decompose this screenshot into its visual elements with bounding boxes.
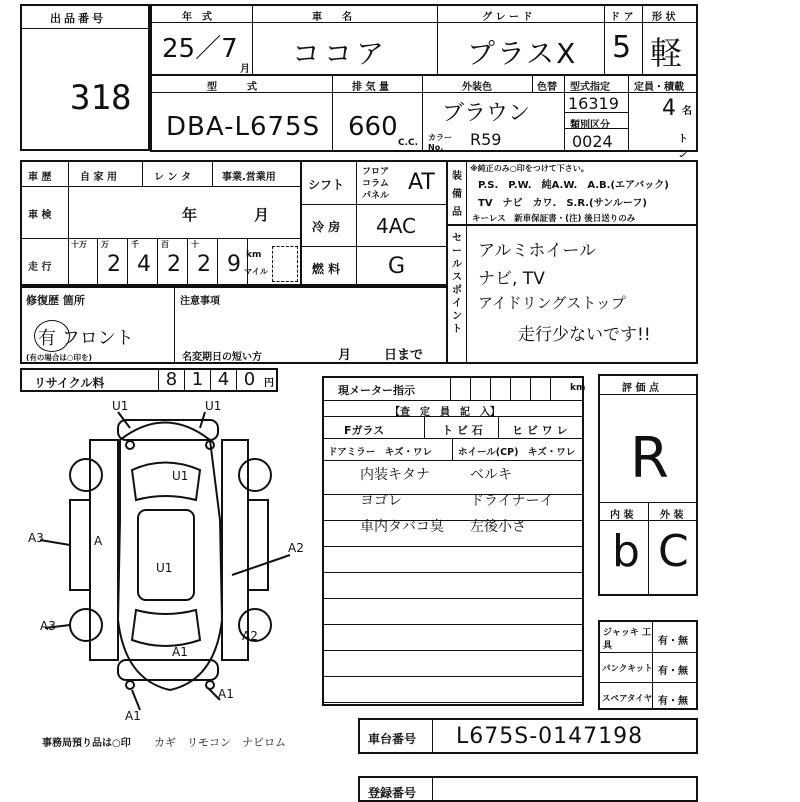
interior-grade: b xyxy=(612,526,640,577)
puncture-options: 有・無 xyxy=(658,666,688,677)
mark-u1-front-left: U1 xyxy=(112,399,129,413)
mileage-digit: 2 xyxy=(167,252,181,277)
class-label: 類別区分 xyxy=(570,120,610,131)
exterior-label: 外 装 xyxy=(660,510,684,521)
color-code: R59 xyxy=(470,130,502,149)
spec-value: 16319 xyxy=(568,94,619,113)
score-value: R xyxy=(630,426,669,491)
recycle-label: リサイクル料 xyxy=(34,376,105,390)
disp-value: 660 xyxy=(348,112,398,142)
storage-items: カギ リモコン ナビロム xyxy=(154,736,286,749)
km-unit: km xyxy=(246,250,262,260)
spare-options: 有・無 xyxy=(658,696,688,707)
mileage-digit-label: 千 xyxy=(131,240,139,249)
inspector-comment: 左後小さ xyxy=(470,519,526,535)
mark-a1-trunk: A1 xyxy=(172,645,188,659)
equipment-line3: キーレス 新車保証書・(注) 後日送りのみ xyxy=(472,214,636,224)
meter-digit-box xyxy=(490,378,510,400)
chassis-label: 車台番号 xyxy=(368,732,417,746)
ruled-line xyxy=(324,624,582,625)
inspector-comment: ヨゴレ xyxy=(360,493,402,509)
equipment-label: 装 備 品 xyxy=(452,171,462,218)
glass-label: Fガラス xyxy=(344,424,385,437)
recycle-unit: 円 xyxy=(264,378,274,389)
shape-value: 軽 xyxy=(650,34,683,72)
meter-digit-box xyxy=(550,378,570,400)
expiry-day: 日まで xyxy=(384,348,424,363)
mileage-digit: 4 xyxy=(137,252,151,277)
cap-value: 4 xyxy=(662,96,676,121)
mileage-digit-label: 百 xyxy=(161,240,169,249)
type-label: 型 式 xyxy=(207,82,257,93)
color-label: 外装色 xyxy=(462,82,492,93)
color-code-label: カラー No. xyxy=(428,133,452,152)
mileage-digit: 2 xyxy=(197,252,211,277)
sales-point-line: ナビ, TV xyxy=(478,269,545,289)
mileage-digit-label: 十 xyxy=(191,240,199,249)
storage-label: 事務局預り品は○印 xyxy=(42,738,131,749)
chassis-block xyxy=(358,718,698,754)
chassis-value: L675S-0147198 xyxy=(456,724,644,749)
notes-label: 注意事項 xyxy=(180,296,220,307)
spec-label: 型式指定 xyxy=(570,82,610,93)
shape-label: 形 状 xyxy=(652,12,676,23)
shift-value: AT xyxy=(408,170,435,195)
mark-a1-bumper: A1 xyxy=(125,709,141,723)
meter-digit-box xyxy=(470,378,490,400)
inspector-comment: ドライナーイ xyxy=(470,493,554,509)
mark-a1-corner: A1 xyxy=(218,687,234,701)
ruled-line xyxy=(324,702,582,703)
tools-block xyxy=(598,620,698,710)
cap-label: 定員・積載 xyxy=(634,82,684,93)
mark-a2-rear: A2 xyxy=(242,629,258,643)
glass-opt1: ト ビ 石 xyxy=(442,424,483,437)
registration-label: 登録番号 xyxy=(368,786,417,800)
ac-value: 4AC xyxy=(376,214,417,238)
lot-label: 出品番号 xyxy=(50,12,106,25)
year-label: 年 式 xyxy=(182,12,212,23)
inspector-comment: 内装キタナ xyxy=(360,467,430,483)
mirror-label: ドアミラー キズ・ワレ xyxy=(328,447,433,458)
equipment-note: ※純正のみ○印をつけて下さい。 xyxy=(470,164,589,173)
color-no-label: 色替 xyxy=(537,82,557,93)
mileage-digit-label: 万 xyxy=(101,240,109,249)
ruled-line xyxy=(324,650,582,651)
wheel-label: ホイール(CP) キズ・ワレ xyxy=(458,447,576,458)
repair-value: 有 フロント xyxy=(38,328,134,349)
usage-rental: レ ン タ xyxy=(154,172,191,183)
year-unit: 月 xyxy=(240,64,250,75)
equipment-line2: TV ナビ カワ. S.R.(サンルーフ) xyxy=(478,198,647,209)
mileage-digit: 2 xyxy=(107,252,121,277)
spare-label: スペアタイヤ xyxy=(602,694,653,704)
meter-digit-box xyxy=(530,378,550,400)
ruled-line xyxy=(324,676,582,677)
score-label: 評 価 点 xyxy=(622,383,659,394)
usage-business: 事業.営業用 xyxy=(222,172,276,183)
year-value: 25／7 xyxy=(162,34,238,64)
recycle-digit: 1 xyxy=(184,370,210,390)
registration-block xyxy=(358,776,698,802)
mark-a-door: A xyxy=(94,534,103,548)
inspector-comment: ベルキ xyxy=(470,467,512,483)
mileage-digit: 9 xyxy=(227,252,241,277)
sales-point-line: アイドリングストップ xyxy=(478,294,626,312)
ruled-line xyxy=(324,546,582,547)
disp-unit: C.C. xyxy=(398,138,419,148)
expiry-month: 月 xyxy=(338,348,352,363)
inspector-header: 【査 定 員 記 入】 xyxy=(390,407,500,418)
make-label: 車 名 xyxy=(312,12,352,23)
usage-private: 自 家 用 xyxy=(80,172,117,183)
ruled-line xyxy=(324,572,582,573)
lot-number: 318 xyxy=(70,78,132,118)
fuel-label: 燃 料 xyxy=(312,262,341,276)
grade-block xyxy=(598,374,698,596)
doors-value: 5 xyxy=(612,30,632,65)
cap-unit: 名 xyxy=(682,106,692,117)
sales-point-label: セールスポイント xyxy=(452,233,462,335)
usage-label: 車 歴 xyxy=(28,172,52,183)
jack-options: 有・無 xyxy=(658,636,688,647)
mark-a3-left: A3 xyxy=(28,531,44,545)
ton-unit: トン xyxy=(678,134,688,160)
recycle-digit: 8 xyxy=(158,370,184,390)
inspector-block xyxy=(322,376,584,706)
grade-value: プラスX xyxy=(467,37,578,70)
jack-label: ジャッキ 工 具 xyxy=(603,628,660,651)
expiry-label: 名変期日の短い方 xyxy=(182,352,262,363)
ac-label: 冷 房 xyxy=(312,220,341,234)
sales-point-line: アルミホイール xyxy=(478,241,596,261)
recycle-digit: 4 xyxy=(210,370,236,390)
shift-panel: パネル xyxy=(362,191,390,201)
inspection-year: 年 xyxy=(182,206,198,224)
mileage-label: 走 行 xyxy=(28,262,52,273)
interior-label: 内 装 xyxy=(610,510,634,521)
inspector-comment: 車内タバコ臭 xyxy=(360,519,444,535)
mark-a3-rear: A3 xyxy=(40,619,56,633)
shift-label: シフト xyxy=(308,178,345,192)
exterior-grade: C xyxy=(658,526,689,577)
type-value: DBA-L675S xyxy=(166,112,321,142)
meter-digit-box xyxy=(450,378,470,400)
mark-u1-roof: U1 xyxy=(156,561,173,575)
shift-floor: フロア xyxy=(362,167,390,177)
make-value: ココア xyxy=(292,37,389,70)
sales-point-line: 走行少ないです!! xyxy=(518,325,651,345)
equipment-line1: P.S. P.W. 純A.W. A.B.(エアバック) xyxy=(478,180,669,191)
ruled-line xyxy=(324,598,582,599)
color-value: ブラウン xyxy=(442,101,531,126)
mile-unit: マイル xyxy=(244,267,268,276)
fuel-value: G xyxy=(388,254,406,279)
mark-a2-right: A2 xyxy=(288,541,304,555)
puncture-label: パンクキット xyxy=(602,664,653,674)
disp-label: 排 気 量 xyxy=(352,82,389,93)
glass-opt2: ヒ ビ ワ レ xyxy=(512,424,568,437)
inspection-month: 月 xyxy=(254,206,270,224)
doors-label: ド ア xyxy=(610,12,634,23)
meter-label: 現メーター指示 xyxy=(338,384,415,397)
meter-unit: km xyxy=(570,383,586,393)
shift-column: コラム xyxy=(362,179,389,189)
mark-u1-hood: U1 xyxy=(172,469,189,483)
mileage-digit-label: 十万 xyxy=(71,240,87,249)
class-value: 0024 xyxy=(572,132,613,151)
meter-digit-box xyxy=(510,378,530,400)
repair-label: 修復歴 箇所 xyxy=(26,294,85,307)
grade-label: グ レ ー ド xyxy=(482,12,533,23)
mark-u1-front-right: U1 xyxy=(205,399,222,413)
recycle-digit: 0 xyxy=(236,370,262,390)
repair-note: (有の場合は○印を) xyxy=(26,353,92,362)
inspection-label: 車 検 xyxy=(28,210,52,221)
